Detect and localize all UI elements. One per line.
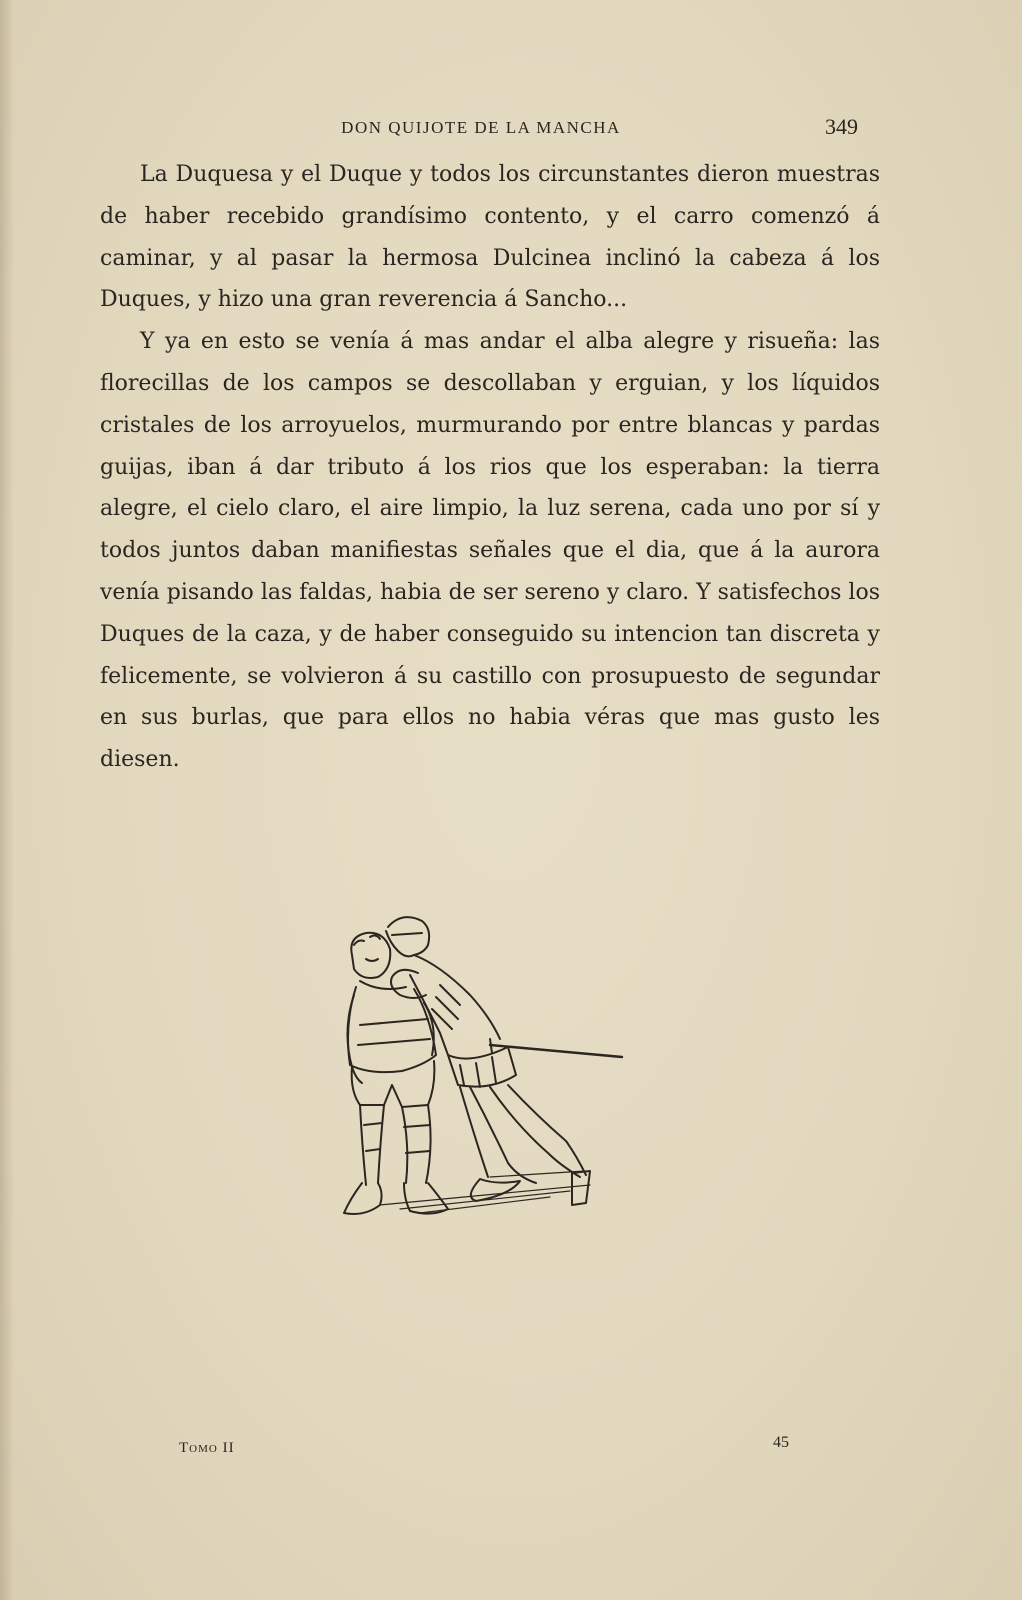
page-edge-shadow	[0, 0, 14, 1600]
body-text	[100, 154, 880, 781]
running-head	[100, 114, 862, 144]
engraving-two-figures-icon	[340, 915, 640, 1245]
page-number: 349	[825, 114, 858, 139]
running-title: DON QUIJOTE DE LA MANCHA	[341, 118, 621, 137]
footer-signature: 45	[773, 1434, 789, 1451]
footer-volume: Tomo II	[179, 1440, 235, 1456]
paragraph-1: La Duquesa y el Duque y todos los circunstantes dieron muestras de haber recebido grandísimo contento, y el carro comenzó á caminar, y al pasar la hermosa Dulcinea inclinó la cabeza á los Duques, y hizo una gran reverencia á Sancho...	[100, 162, 880, 313]
paragraph-2: Y ya en esto se venía á mas andar el alba alegre y risueña: las florecillas de los campos se descollaban y erguian, y los líquidos cristales de los arroyuelos, murmurando por entre blancas y pardas guijas, iban á dar tributo á los rios que los esperaban: la tierra alegre, el cielo claro, el aire limpio, la luz serena, cada uno por sí y todos juntos daban manifiestas señales que el dia, que á la aurora venía pisando las faldas, habia de ser sereno y claro. Y satisfechos los Duques de la caza, y de haber conseguido su intencion tan discreta y felicemente, se volvieron á su castillo con prosupuesto de segundar en sus burlas, que para ellos no habia véras que mas gusto les diesen.	[100, 329, 880, 773]
